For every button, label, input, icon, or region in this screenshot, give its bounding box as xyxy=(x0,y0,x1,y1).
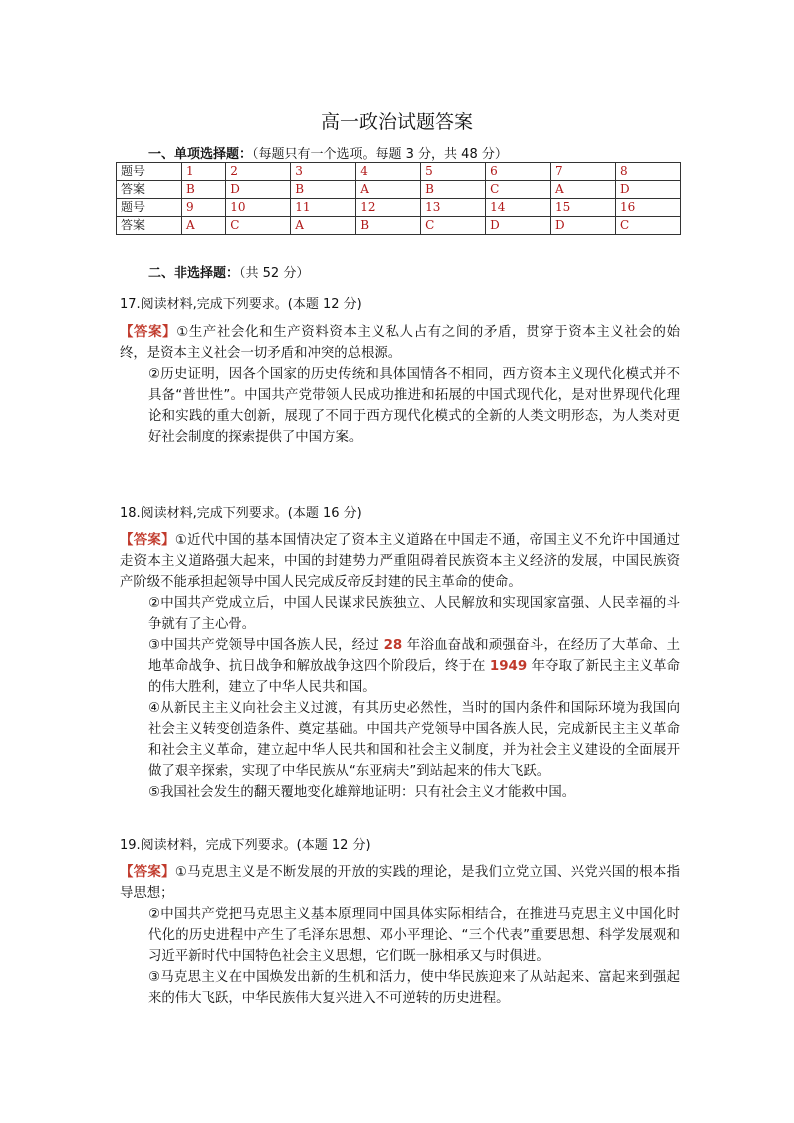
section-2-heading xyxy=(148,262,309,281)
page-title: 高一政治试题答案 xyxy=(320,111,473,133)
answer-tag: 【答案】 xyxy=(120,865,175,880)
answer-cell: D xyxy=(486,217,551,235)
question-number: 12 xyxy=(356,199,421,217)
question-number: 3 xyxy=(291,163,356,181)
answer-cell: D xyxy=(551,217,616,235)
answer-cell: A xyxy=(356,181,421,199)
answer-cell: B xyxy=(421,181,486,199)
answer-cell: C xyxy=(616,217,681,235)
q18-p1-text: ①近代中国的基本国情决定了资本主义道路在中国走不通，帝国主义不允许中国通过走资本主义道路强大起来，中国的封建势力严重阻碍着民族资本主义经济的发展，中国民族资产阶级不能承担起领导中国人民完成反帝反封建的民主革命的使命。 xyxy=(120,533,681,590)
question-number: 16 xyxy=(616,199,681,217)
q18-paragraph-5: ⑤我国社会发生的翻天覆地变化雄辩地证明：只有社会主义才能救中国。 xyxy=(148,785,576,800)
row-label-number: 题号 xyxy=(117,199,182,217)
question-number: 7 xyxy=(551,163,616,181)
row-label-answer: 答案 xyxy=(117,217,182,235)
answer-cell: A xyxy=(291,217,356,235)
answer-cell: A xyxy=(551,181,616,199)
answer-cell: C xyxy=(486,181,551,199)
q18-paragraph-3 xyxy=(120,635,680,698)
q18-p3-text-a: ③中国共产党领导中国各族人民，经过 xyxy=(148,638,384,653)
question-number: 14 xyxy=(486,199,551,217)
question-number: 10 xyxy=(226,199,291,217)
question-number: 4 xyxy=(356,163,421,181)
question-number: 5 xyxy=(421,163,486,181)
q18-paragraph-4: ④从新民主主义向社会主义过渡，有其历史必然性，当时的国内条件和国际环境为我国向社会主义转变创造条件、奠定基础。中国共产党领导中国各族人民，完成新民主主义革命和社会主义革命，建立起中华人民共和国和社会主义制度，并为社会主义建设的全面展开做了艰辛探索，实现了中华民族从“东亚病夫”到站起来的伟大飞跃。 xyxy=(148,701,680,779)
q19-title: 19.阅读材料，完成下列要求。(本题 12 分) xyxy=(120,838,371,853)
answer-cell: B xyxy=(356,217,421,235)
q18-p3-text-c: 年夺取了新民主主义革命的伟大胜利，建立了中华人民共和国。 xyxy=(148,659,680,695)
answer-tag: 【答案】 xyxy=(120,325,177,340)
q17-paragraph-1 xyxy=(120,322,680,364)
table-row xyxy=(117,163,681,181)
table-row xyxy=(117,217,681,235)
row-label-answer: 答案 xyxy=(117,181,182,199)
answer-cell: B xyxy=(182,181,226,199)
answer-cell: C xyxy=(421,217,486,235)
table-row xyxy=(117,199,681,217)
row-label-number: 题号 xyxy=(117,163,182,181)
question-number: 6 xyxy=(486,163,551,181)
question-number: 1 xyxy=(182,163,226,181)
question-number: 11 xyxy=(291,199,356,217)
q18-years-number: 28 xyxy=(383,638,403,653)
q17-answer xyxy=(120,322,680,448)
answer-tag: 【答案】 xyxy=(120,533,175,548)
q18-p3-text-b: 年浴血奋战和顽强奋斗，在经历了大革命、土地革命战争、抗日战争和解放战争这四个阶段后，终于在 xyxy=(148,638,680,674)
answer-cell: A xyxy=(182,217,226,235)
question-number: 15 xyxy=(551,199,616,217)
question-number: 8 xyxy=(616,163,681,181)
section-2-note: （共 52 分） xyxy=(239,266,310,281)
q19-paragraph-1 xyxy=(120,862,680,904)
answer-table xyxy=(116,162,681,235)
q17-p1-text: ①生产社会化和生产资料资本主义私人占有之间的矛盾，贯穿于资本主义社会的始终，是资本主义社会一切矛盾和冲突的总根源。 xyxy=(120,325,681,361)
q19-answer xyxy=(120,862,680,1009)
q19-paragraph-2: ②中国共产党把马克思主义基本原理同中国具体实际相结合，在推进马克思主义中国化时代化的历史进程中产生了毛泽东思想、邓小平理论、“三个代表”重要思想、科学发展观和习近平新时代中国特色社会主义思想，它们既一脉相承又与时俱进。 xyxy=(148,907,680,964)
answer-cell: D xyxy=(226,181,291,199)
table-row xyxy=(117,181,681,199)
question-number: 2 xyxy=(226,163,291,181)
answer-cell: D xyxy=(616,181,681,199)
q18-paragraph-2: ②中国共产党成立后，中国人民谋求民族独立、人民解放和实现国家富强、人民幸福的斗争就有了主心骨。 xyxy=(148,596,680,632)
section-1-note: （每题只有一个选项。每题 3 分，共 48 分） xyxy=(252,147,508,162)
section-1-heading xyxy=(148,143,508,162)
section-2-label: 二、非选择题： xyxy=(148,266,240,281)
q18-year-number: 1949 xyxy=(489,659,528,674)
answer-cell: B xyxy=(291,181,356,199)
q18-answer xyxy=(120,530,680,803)
section-1-label: 一、单项选择题： xyxy=(148,147,253,162)
q18-paragraph-1 xyxy=(120,530,680,593)
q17-paragraph-2: ②历史证明，因各个国家的历史传统和具体国情各不相同，西方资本主义现代化模式并不具备“普世性”。中国共产党带领人民成功推进和拓展的中国式现代化，是对世界现代化理论和实践的重大创新，展现了不同于西方现代化模式的全新的人类文明形态，为人类对更好社会制度的探索提供了中国方案。 xyxy=(148,367,680,445)
q19-p1-text: ①马克思主义是不断发展的开放的实践的理论，是我们立党立国、兴党兴国的根本指导思想； xyxy=(120,865,681,901)
question-number: 13 xyxy=(421,199,486,217)
q19-paragraph-3: ③马克思主义在中国焕发出新的生机和活力，使中华民族迎来了从站起来、富起来到强起来的伟大飞跃，中华民族伟大复兴进入不可逆转的历史进程。 xyxy=(148,970,680,1006)
answer-cell: C xyxy=(226,217,291,235)
question-number: 9 xyxy=(182,199,226,217)
q17-title: 17.阅读材料,完成下列要求。(本题 12 分) xyxy=(120,297,362,312)
q18-title: 18.阅读材料,完成下列要求。(本题 16 分) xyxy=(120,506,362,521)
